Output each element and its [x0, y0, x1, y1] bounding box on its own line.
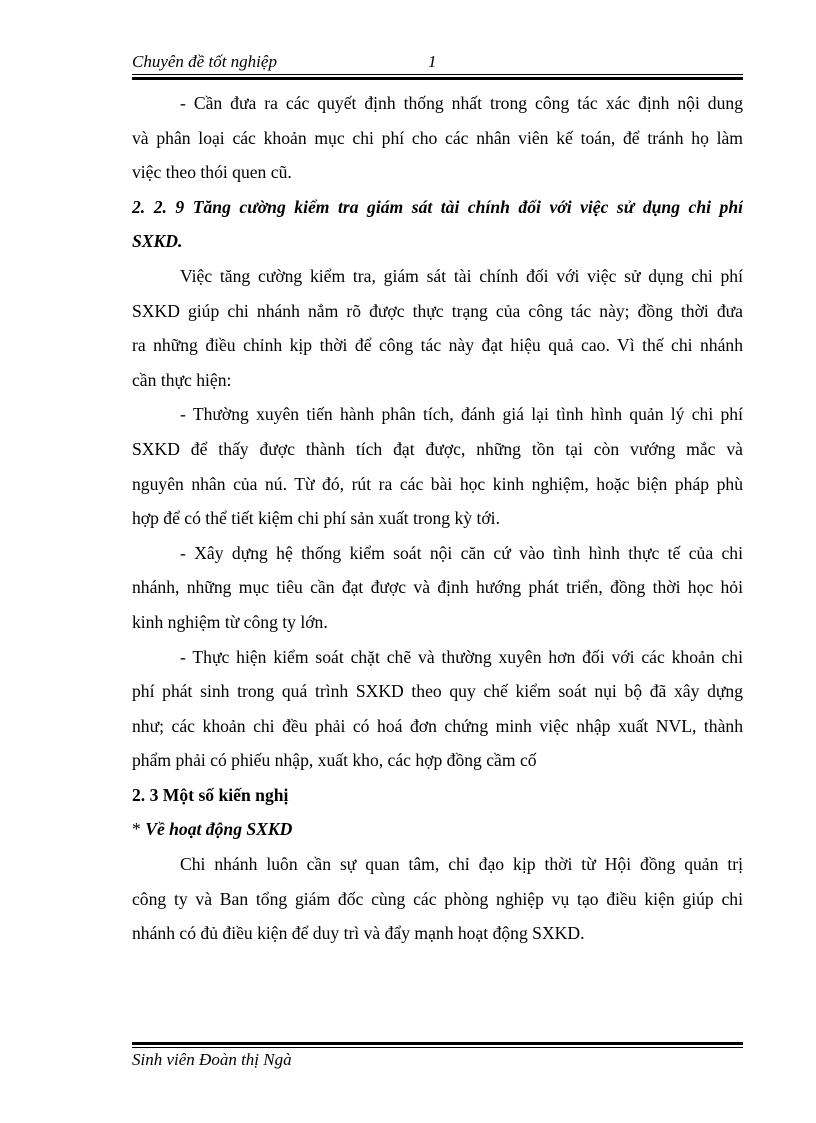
- footer-rule-thick: [132, 1042, 743, 1045]
- subheading: [132, 812, 743, 847]
- section-heading-2-3: 2. 3 Một số kiến nghị: [132, 784, 289, 805]
- text-line: SXKD để thấy được thành tích đạt được, những tồn tại còn vướng mắc và: [132, 438, 743, 459]
- text-line: việc theo thói quen cũ.: [132, 162, 292, 183]
- paragraph-2: [132, 259, 743, 397]
- text-line: hợp để có thể tiết kiệm chi phí sản xuất trong kỳ tới.: [132, 508, 500, 529]
- text-line: - Xây dựng hệ thống kiểm soát nội căn cứ vào tình hình thực tế của chi: [180, 542, 743, 563]
- header-title: Chuyên đề tốt nghiệp: [132, 52, 277, 71]
- text-line: nguyên nhân của nú. Từ đó, rút ra các bài học kinh nghiệm, hoặc biện pháp phù: [132, 473, 743, 494]
- text-line: phí phát sinh trong quá trình SXKD theo quy chế kiểm soát nụi bộ đã xây dựng: [132, 681, 743, 702]
- text-line: ra những điều chỉnh kịp thời để công tác này đạt hiệu quả cao. Vì thế chi nhánh: [132, 335, 743, 356]
- subheading-text: Về hoạt động SXKD: [145, 819, 293, 840]
- page-header: [132, 52, 743, 76]
- paragraph-1: [132, 86, 743, 190]
- document-body: [132, 86, 743, 951]
- text-line: Việc tăng cường kiểm tra, giám sát tài chính đối với việc sử dụng chi phí: [180, 265, 743, 286]
- text-line: nhánh, những mục tiêu cần đạt được và định hướng phát triển, đồng thời học hỏi: [132, 577, 743, 598]
- page-number: 1: [428, 52, 437, 71]
- text-line: cần thực hiện:: [132, 369, 232, 390]
- text-line: phẩm phải có phiếu nhập, xuất kho, các hợp đồng cầm cố: [132, 750, 537, 771]
- text-line: và phân loại các khoản mục chi phí cho các nhân viên kế toán, để tránh họ làm: [132, 127, 743, 148]
- text-line: SXKD giúp chi nhánh nắm rõ được thực trạng của công tác này; đồng thời đưa: [132, 300, 743, 321]
- header-rule-thin: [132, 74, 743, 75]
- text-line: như; các khoản chi đều phải có hoá đơn chứng minh việc nhập xuất NVL, thành: [132, 715, 743, 736]
- heading-line: 2. 2. 9 Tăng cường kiểm tra giám sát tài chính đối với việc sử dụng chi phí: [132, 196, 743, 217]
- subheading-bullet: *: [132, 819, 146, 840]
- paragraph-6: [132, 847, 743, 951]
- text-line: nhánh có đủ điều kiện để duy trì và đẩy mạnh hoạt động SXKD.: [132, 923, 585, 944]
- header-rule-thick: [132, 77, 743, 80]
- text-line: công ty và Ban tổng giám đốc cùng các phòng nghiệp vụ tạo điều kiện giúp chi: [132, 888, 743, 909]
- text-line: - Thực hiện kiểm soát chặt chẽ và thường xuyên hơn đối với các khoản chi: [180, 646, 743, 667]
- paragraph-3: [132, 397, 743, 535]
- text-line: kinh nghiệm từ công ty lớn.: [132, 611, 328, 632]
- heading-line: SXKD.: [132, 231, 183, 252]
- footer-author: Sinh viên Đoàn thị Ngà: [132, 1050, 292, 1069]
- paragraph-5: [132, 640, 743, 778]
- paragraph-4: [132, 536, 743, 640]
- text-line: - Thường xuyên tiến hành phân tích, đánh giá lại tình hình quản lý chi phí: [180, 404, 743, 425]
- text-line: - Cần đưa ra các quyết định thống nhất trong công tác xác định nội dung: [180, 93, 743, 113]
- section-heading-2-2-9: [132, 190, 743, 259]
- text-line: Chi nhánh luôn cần sự quan tâm, chỉ đạo kịp thời từ Hội đồng quản trị: [180, 854, 743, 875]
- footer-rule-thin: [132, 1047, 743, 1048]
